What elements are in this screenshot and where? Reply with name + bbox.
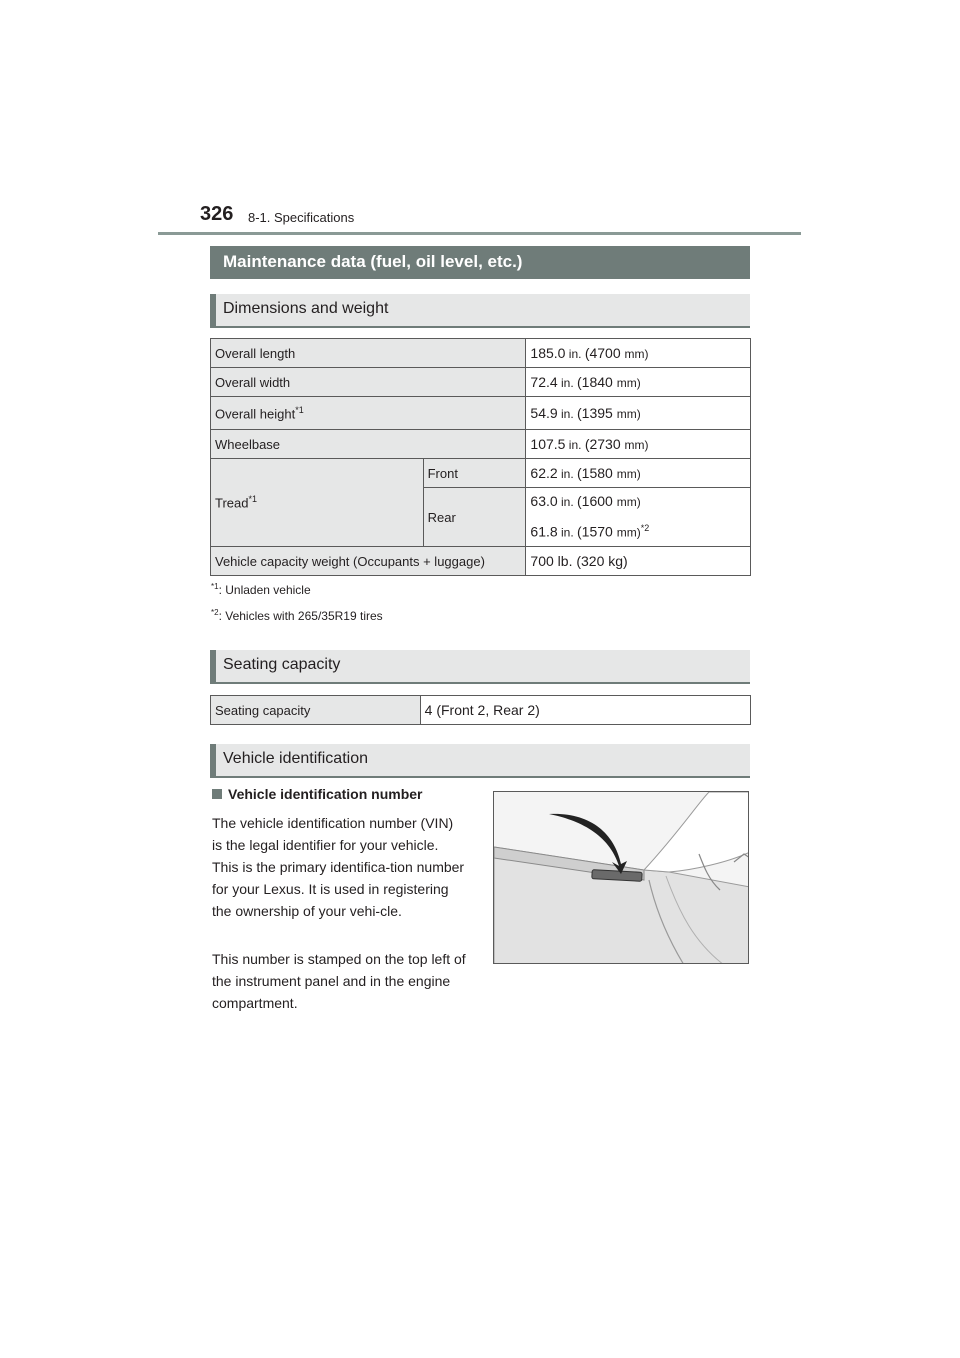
vin-subheading: Vehicle identification number [212, 786, 422, 802]
table-row [211, 430, 751, 459]
header-divider [158, 232, 801, 235]
row-label: Overall length [211, 339, 526, 368]
dashboard-drawing [494, 792, 749, 964]
dimensions-heading-bar [210, 294, 750, 328]
row-value: 700 lb. (320 kg) [526, 547, 751, 576]
row-value: 63.0 in. (1600 mm) 61.8 in. (1570 mm)$^{*2}$ [526, 488, 751, 547]
main-title: Maintenance data (fuel, oil level, etc.) [223, 252, 523, 271]
page-number: 326 [200, 203, 234, 225]
dimensions-heading: Dimensions and weight [223, 300, 389, 317]
row-value: 185.0 in. (4700 mm) [526, 339, 751, 368]
row-label: Vehicle capacity weight (Occupants + luggage) [211, 547, 526, 576]
table-row [211, 459, 751, 488]
row-label: Wheelbase [211, 430, 526, 459]
vin-location-illustration [493, 791, 749, 964]
row-value: 54.9 in. (1395 mm) [526, 397, 751, 430]
seating-table [210, 695, 751, 725]
table-row [211, 696, 751, 725]
row-sublabel: Front [423, 459, 526, 488]
row-value: 72.4 in. (1840 mm) [526, 368, 751, 397]
vin-paragraph-2: This number is stamped on the top left of the instrument panel and in the engine compartment. [212, 951, 466, 1011]
row-label: Overall width [211, 368, 526, 397]
row-label: Seating capacity [211, 696, 421, 725]
vin-paragraph-1: The vehicle identification number (VIN) is the legal identifier for your vehicle. This is the primary identifica-tion number for your Lexus. It is used in registering the ownership of your vehi-cle. [212, 815, 465, 919]
main-title-bar [210, 246, 750, 279]
row-value: 4 (Front 2, Rear 2) [420, 696, 750, 725]
vehicle-id-heading-bar [210, 744, 750, 778]
footnote-1: $^{*1}$: Unladen vehicle [211, 582, 311, 597]
table-row [211, 339, 751, 368]
seating-heading: Seating capacity [223, 656, 341, 673]
row-label: Overall height$^{*1}$ [211, 397, 526, 430]
row-value: 107.5 in. (2730 mm) [526, 430, 751, 459]
vehicle-id-heading: Vehicle identification [223, 750, 368, 767]
table-row [211, 368, 751, 397]
row-sublabel: Rear [423, 488, 526, 547]
table-row [211, 547, 751, 576]
footnote-2: $^{*2}$: Vehicles with 265/35R19 tires [211, 608, 383, 623]
square-bullet-icon [212, 789, 222, 799]
row-value: 62.2 in. (1580 mm) [526, 459, 751, 488]
dimensions-table [210, 338, 751, 576]
table-row [211, 397, 751, 430]
seating-heading-bar [210, 650, 750, 684]
row-label: Tread$^{*1}$ [211, 459, 424, 547]
section-breadcrumb: 8-1. Specifications [248, 210, 355, 225]
